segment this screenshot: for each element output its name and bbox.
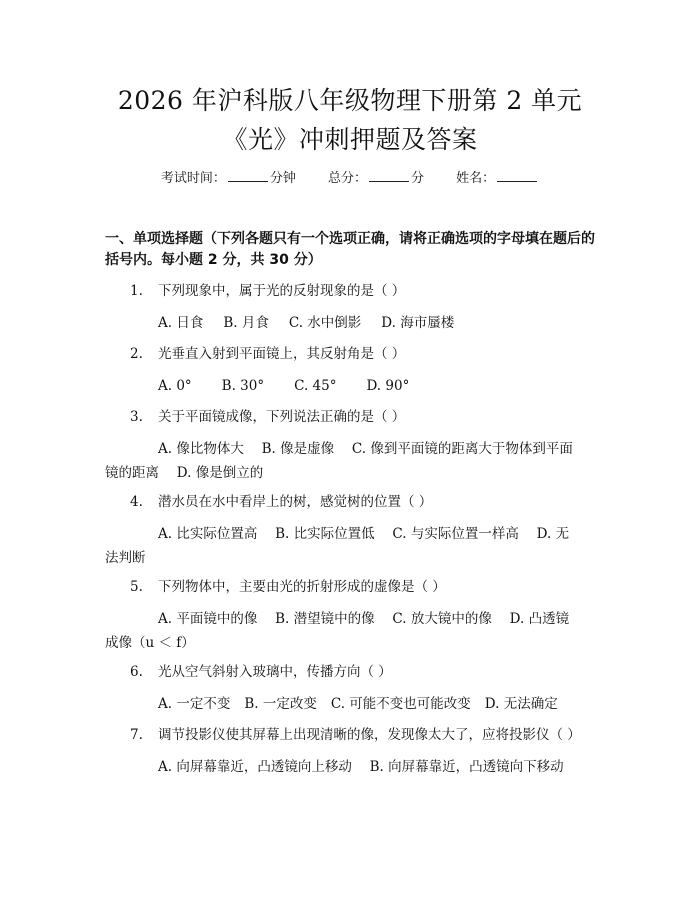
total-score-field [328,169,424,188]
total-score-blank [369,169,409,182]
question-2 [130,344,600,364]
question-number: 5. [130,579,143,595]
option-d: D. 无法确定 [484,696,558,712]
option-a: A. 日食 [158,315,204,331]
options-line-1: A. 像比物体大 B. 像是虚像 C. 像到平面镜的距离大于物体到平面 [158,441,573,457]
options-line-1: A. 平面镜中的像 B. 潜望镜中的像 C. 放大镜中的像 D. 凸透镜 [158,611,570,627]
section-heading-single-choice [105,229,600,271]
options-line-2: 镜的距离 D. 像是倒立的 [105,465,264,481]
question-6-options [105,692,600,716]
option-b: B. 月食 [223,315,269,331]
question-stem: 调节投影仪使其屏幕上出现清晰的像，发现像太大了，应将投影仪（ ） [158,727,581,743]
question-1 [130,281,600,301]
option-b: B. 30° [221,378,265,394]
question-7 [130,725,600,745]
exam-info-line [0,169,700,188]
question-2-options [105,374,600,398]
question-6 [130,662,600,682]
section-heading-line-2: 括号内。每小题 2 分，共 30 分） [105,252,322,268]
name-label: 姓名： [456,171,496,186]
option-c: C. 45° [294,378,337,394]
question-stem: 下列现象中，属于光的反射现象的是（ ） [158,283,406,299]
question-5-options [105,607,600,655]
question-5 [130,577,600,597]
question-number: 1. [130,283,143,299]
question-number: 2. [130,346,143,362]
document-title-line-1: 2026 年沪科版八年级物理下册第 2 单元 [117,86,583,115]
question-stem: 潜水员在水中看岸上的树，感觉树的位置（ ） [158,494,433,510]
exam-time-label: 考试时间： [160,171,226,186]
options-line-1: A. 比实际位置高 B. 比实际位置低 C. 与实际位置一样高 D. 无 [158,526,570,542]
option-c: C. 可能不变也可能改变 [330,696,471,712]
question-3 [130,407,600,427]
options-line-1: A. 向屏幕靠近，凸透镜向上移动 B. 向屏幕靠近，凸透镜向下移动 [158,759,564,775]
options-line-2: 成像（u ＜ f） [105,635,195,651]
name-field [456,169,539,188]
question-7-options [105,755,600,779]
exam-time-field [161,169,296,188]
question-number: 7. [130,727,143,743]
question-stem: 下列物体中，主要由光的折射形成的虚像是（ ） [158,579,446,595]
section-heading-line-1: 一、单项选择题（下列各题只有一个选项正确，请将正确选项的字母填在题后的 [105,231,595,247]
question-stem: 光垂直入射到平面镜上，其反射角是（ ） [158,346,406,362]
option-a: A. 一定不变 [158,696,231,712]
question-1-options [105,311,600,335]
question-number: 6. [130,664,143,680]
exam-time-unit: 分钟 [269,171,296,186]
options-line-2: 法判断 [105,550,146,566]
question-stem: 关于平面镜成像，下列说法正确的是（ ） [158,409,406,425]
total-score-label: 总分： [327,171,367,186]
total-score-unit: 分 [411,171,425,186]
option-d: D. 90° [366,378,410,394]
question-4 [130,492,600,512]
option-c: C. 水中倒影 [288,315,362,331]
question-number: 4. [130,494,143,510]
question-3-options [105,437,600,485]
question-4-options [105,522,600,570]
exam-time-blank [228,169,268,182]
question-stem: 光从空气斜射入玻璃中，传播方向（ ） [158,664,392,680]
question-number: 3. [130,409,143,425]
option-a: A. 0° [158,378,192,394]
option-b: B. 一定改变 [244,696,317,712]
option-d: D. 海市蜃楼 [381,315,455,331]
document-title-line-2: 《光》冲刺押题及答案 [222,125,478,154]
name-blank [497,169,537,182]
